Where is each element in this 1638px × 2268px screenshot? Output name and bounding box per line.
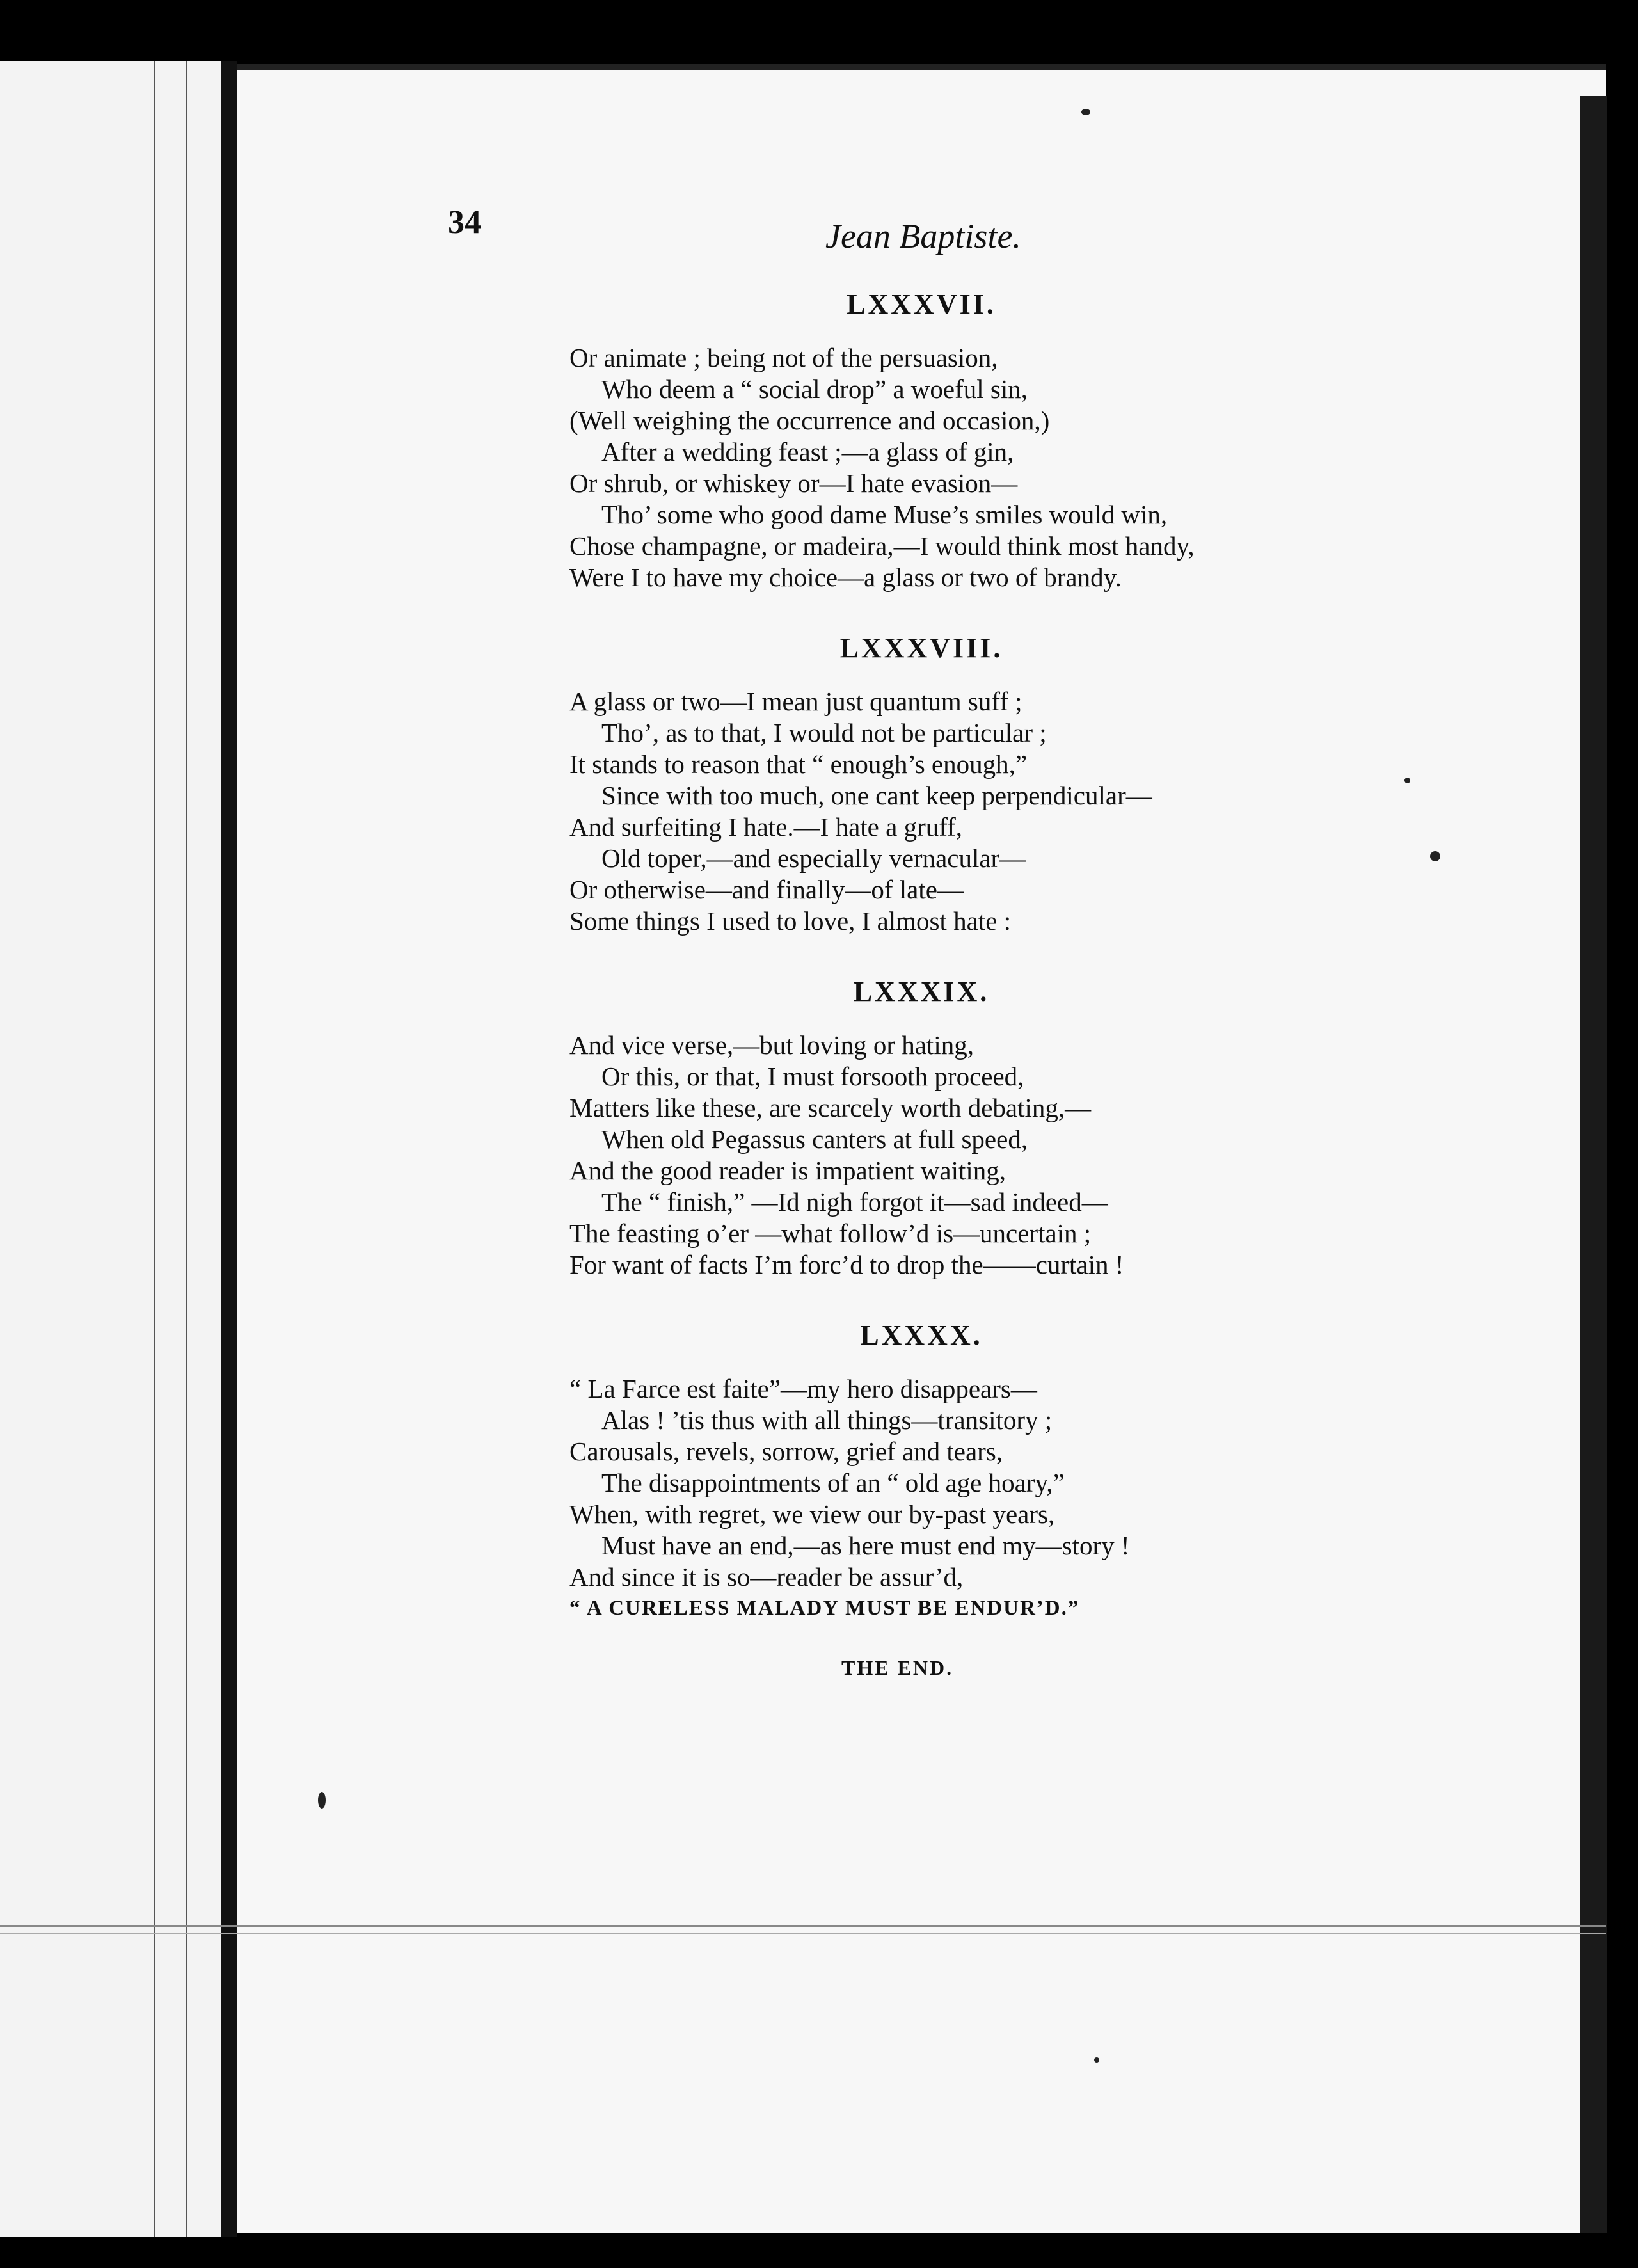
book-spine [221, 61, 237, 2237]
verse-line: (Well weighing the occurrence and occasion,) [569, 406, 1050, 435]
verse-line: Tho’ some who good dame Muse’s smiles would win, [601, 500, 1168, 529]
page-number: 34 [448, 204, 481, 241]
speck [1094, 2057, 1099, 2063]
running-head: Jean Baptiste. [825, 217, 1021, 255]
speck [1081, 109, 1090, 115]
gutter-line [154, 61, 155, 2237]
verse-line: The disappointments of an “ old age hoary,” [601, 1468, 1065, 1497]
page-right-edge [1580, 96, 1607, 2233]
verse-line: Old toper,—and especially vernacular— [601, 843, 1026, 873]
stanza [569, 975, 1388, 1281]
stanza [569, 1319, 1388, 1680]
verse-line: It stands to reason that “ enough’s enough,” [569, 749, 1028, 779]
verse-line: Must have an end,—as here must end my—story ! [601, 1531, 1130, 1560]
speck [318, 1792, 326, 1809]
poem-text [569, 288, 1388, 1718]
stanza-number: LXXXX. [860, 1320, 983, 1351]
verse-line: Carousals, revels, sorrow, grief and tears, [569, 1437, 1003, 1466]
verse-line: “ La Farce est faite”—my hero disappears— [569, 1374, 1037, 1403]
verse-line: Alas ! ’tis thus with all things—transitory ; [601, 1405, 1053, 1435]
verse-line: The “ finish,” —Id nigh forgot it—sad indeed— [601, 1187, 1108, 1217]
verse-line: And vice verse,—but loving or hating, [569, 1030, 974, 1060]
verse-line: And since it is so—reader be assur’d, [569, 1562, 964, 1592]
verse-line: Since with too much, one cant keep perpendicular— [601, 781, 1152, 810]
verse-line: After a wedding feast ;—a glass of gin, [601, 437, 1014, 467]
page-header [448, 204, 1408, 255]
verse-line: When old Pegassus canters at full speed, [601, 1124, 1028, 1154]
film-crease [0, 1925, 1606, 1927]
gutter-line [186, 61, 187, 2237]
the-end: THE END. [841, 1656, 954, 1679]
stanza [569, 632, 1388, 937]
stanza [569, 288, 1388, 593]
film-crease [0, 1933, 1606, 1934]
verse-line: And surfeiting I hate.—I hate a gruff, [569, 812, 963, 842]
verse-line: Or shrub, or whiskey or—I hate evasion— [569, 468, 1018, 498]
verse-line: When, with regret, we view our by-past years, [569, 1499, 1055, 1529]
verse-line: Chose champagne, or madeira,—I would think most handy, [569, 531, 1195, 561]
closing-quotation: “ A CURELESS MALADY MUST BE ENDUR’D.” [569, 1597, 1080, 1620]
speck [1404, 778, 1410, 783]
verse-line: Or this, or that, I must forsooth proceed, [601, 1062, 1024, 1091]
verse-line: Who deem a “ social drop” a woeful sin, [601, 374, 1028, 404]
verse-line: And the good reader is impatient waiting, [569, 1156, 1006, 1185]
stanza-number: LXXXVIII. [839, 632, 1003, 664]
verse-line: A glass or two—I mean just quantum suff ; [569, 687, 1022, 716]
verse-line: Tho’, as to that, I would not be particular ; [601, 718, 1047, 747]
stanza-number: LXXXIX. [853, 976, 990, 1007]
verse-line: Or otherwise—and finally—of late— [569, 875, 964, 904]
verse-line: Some things I used to love, I almost hate : [569, 906, 1012, 936]
verse-line: Matters like these, are scarcely worth debating,— [569, 1093, 1092, 1122]
stanza-number: LXXXVII. [847, 289, 996, 320]
verse-line: The feasting o’er —what follow’d is—uncertain ; [569, 1218, 1092, 1248]
verse-line: For want of facts I’m forc’d to drop the——curtain ! [569, 1250, 1124, 1279]
speck [1430, 851, 1440, 861]
verse-line: Or animate ; being not of the persuasion, [569, 343, 998, 372]
verse-line: Were I to have my choice—a glass or two of brandy. [569, 563, 1122, 592]
facing-page-edge [0, 61, 221, 2237]
